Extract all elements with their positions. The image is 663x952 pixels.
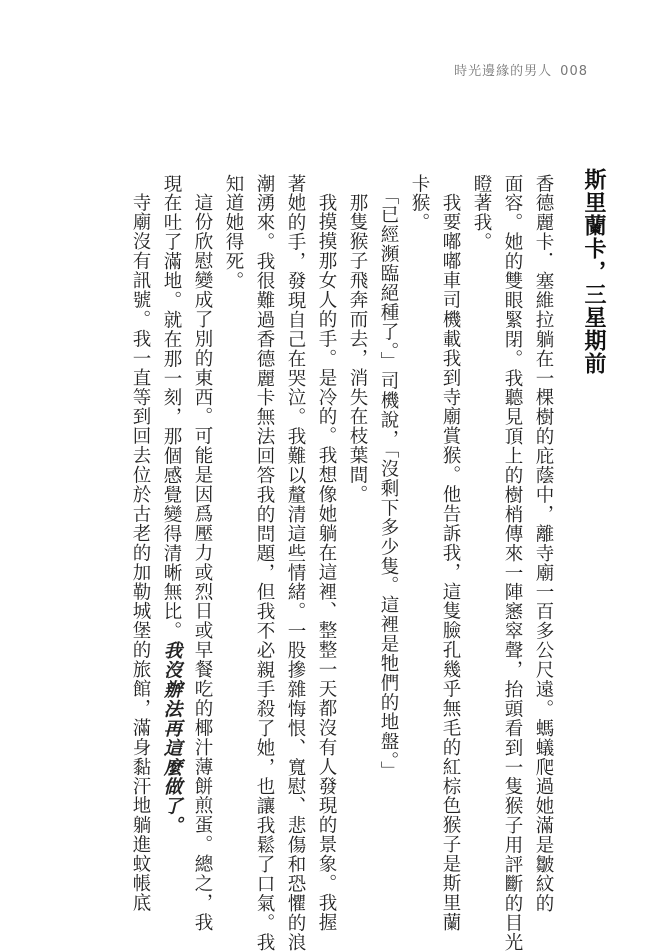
text-line: 「已經瀕臨絕種了。」司機說，「沒剩下多少隻。這裡是牠們的地盤。」 bbox=[378, 186, 399, 781]
text-line-plain: 現在吐了滿地。就在那一刻，那個感覺變得清晰無比。 bbox=[161, 174, 182, 641]
page-number: 008 bbox=[560, 64, 588, 79]
text-line: 這份欣慰變成了別的東西。可能是因爲壓力或烈日或早餐吃的椰汁薄餅煎蛋。總之，我 bbox=[192, 193, 213, 933]
text-line: 潮湧來。我很難過香德麗卡無法回答我的問題，但我不必親手殺了她，也讓我鬆了口氣。我 bbox=[254, 174, 275, 952]
emphasis-text: 我沒辦法再這麼做了。 bbox=[161, 640, 182, 836]
text-line: 香德麗卡．塞維拉躺在一棵樹的庇蔭中，離寺廟一百多公尺遠。螞蟻爬過她滿是皺紋的 bbox=[533, 174, 554, 914]
text-line: 著她的手，發現自己在哭泣。我難以釐清這些情緒。一股摻雜悔恨、寬慰、悲傷和恐懼的浪 bbox=[285, 174, 306, 952]
chapter-title: 斯里蘭卡，三星期前 bbox=[581, 168, 606, 375]
running-header bbox=[454, 60, 588, 79]
text-line: 卡猴。 bbox=[409, 174, 430, 233]
text-line bbox=[156, 174, 180, 835]
text-line: 我要嘟嘟車司機載我到寺廟賞猴。他告訴我，這隻臉孔幾乎無毛的紅棕色猴子是斯里蘭 bbox=[440, 193, 461, 933]
text-line: 面容。她的雙眼緊閉。我聽見頂上的樹梢傳來一陣窸窣聲，抬頭看到一隻猴子用評斷的目光 bbox=[502, 174, 523, 952]
text-line: 那隻猴子飛奔而去，消失在枝葉間。 bbox=[347, 193, 368, 505]
text-line: 我摸摸那女人的手。是冷的。我想像她躺在這裡、整整一天都沒有人發現的景象。我握 bbox=[316, 193, 337, 933]
text-line: 知道她得死。 bbox=[223, 174, 244, 291]
text-line: 寺廟沒有訊號。我一直等到回去位於古老的加勒城堡的旅館，滿身黏汗地躺進蚊帳底 bbox=[130, 193, 151, 913]
book-title: 時光邊緣的男人 bbox=[454, 64, 553, 79]
text-line: 瞪著我。 bbox=[471, 174, 492, 252]
